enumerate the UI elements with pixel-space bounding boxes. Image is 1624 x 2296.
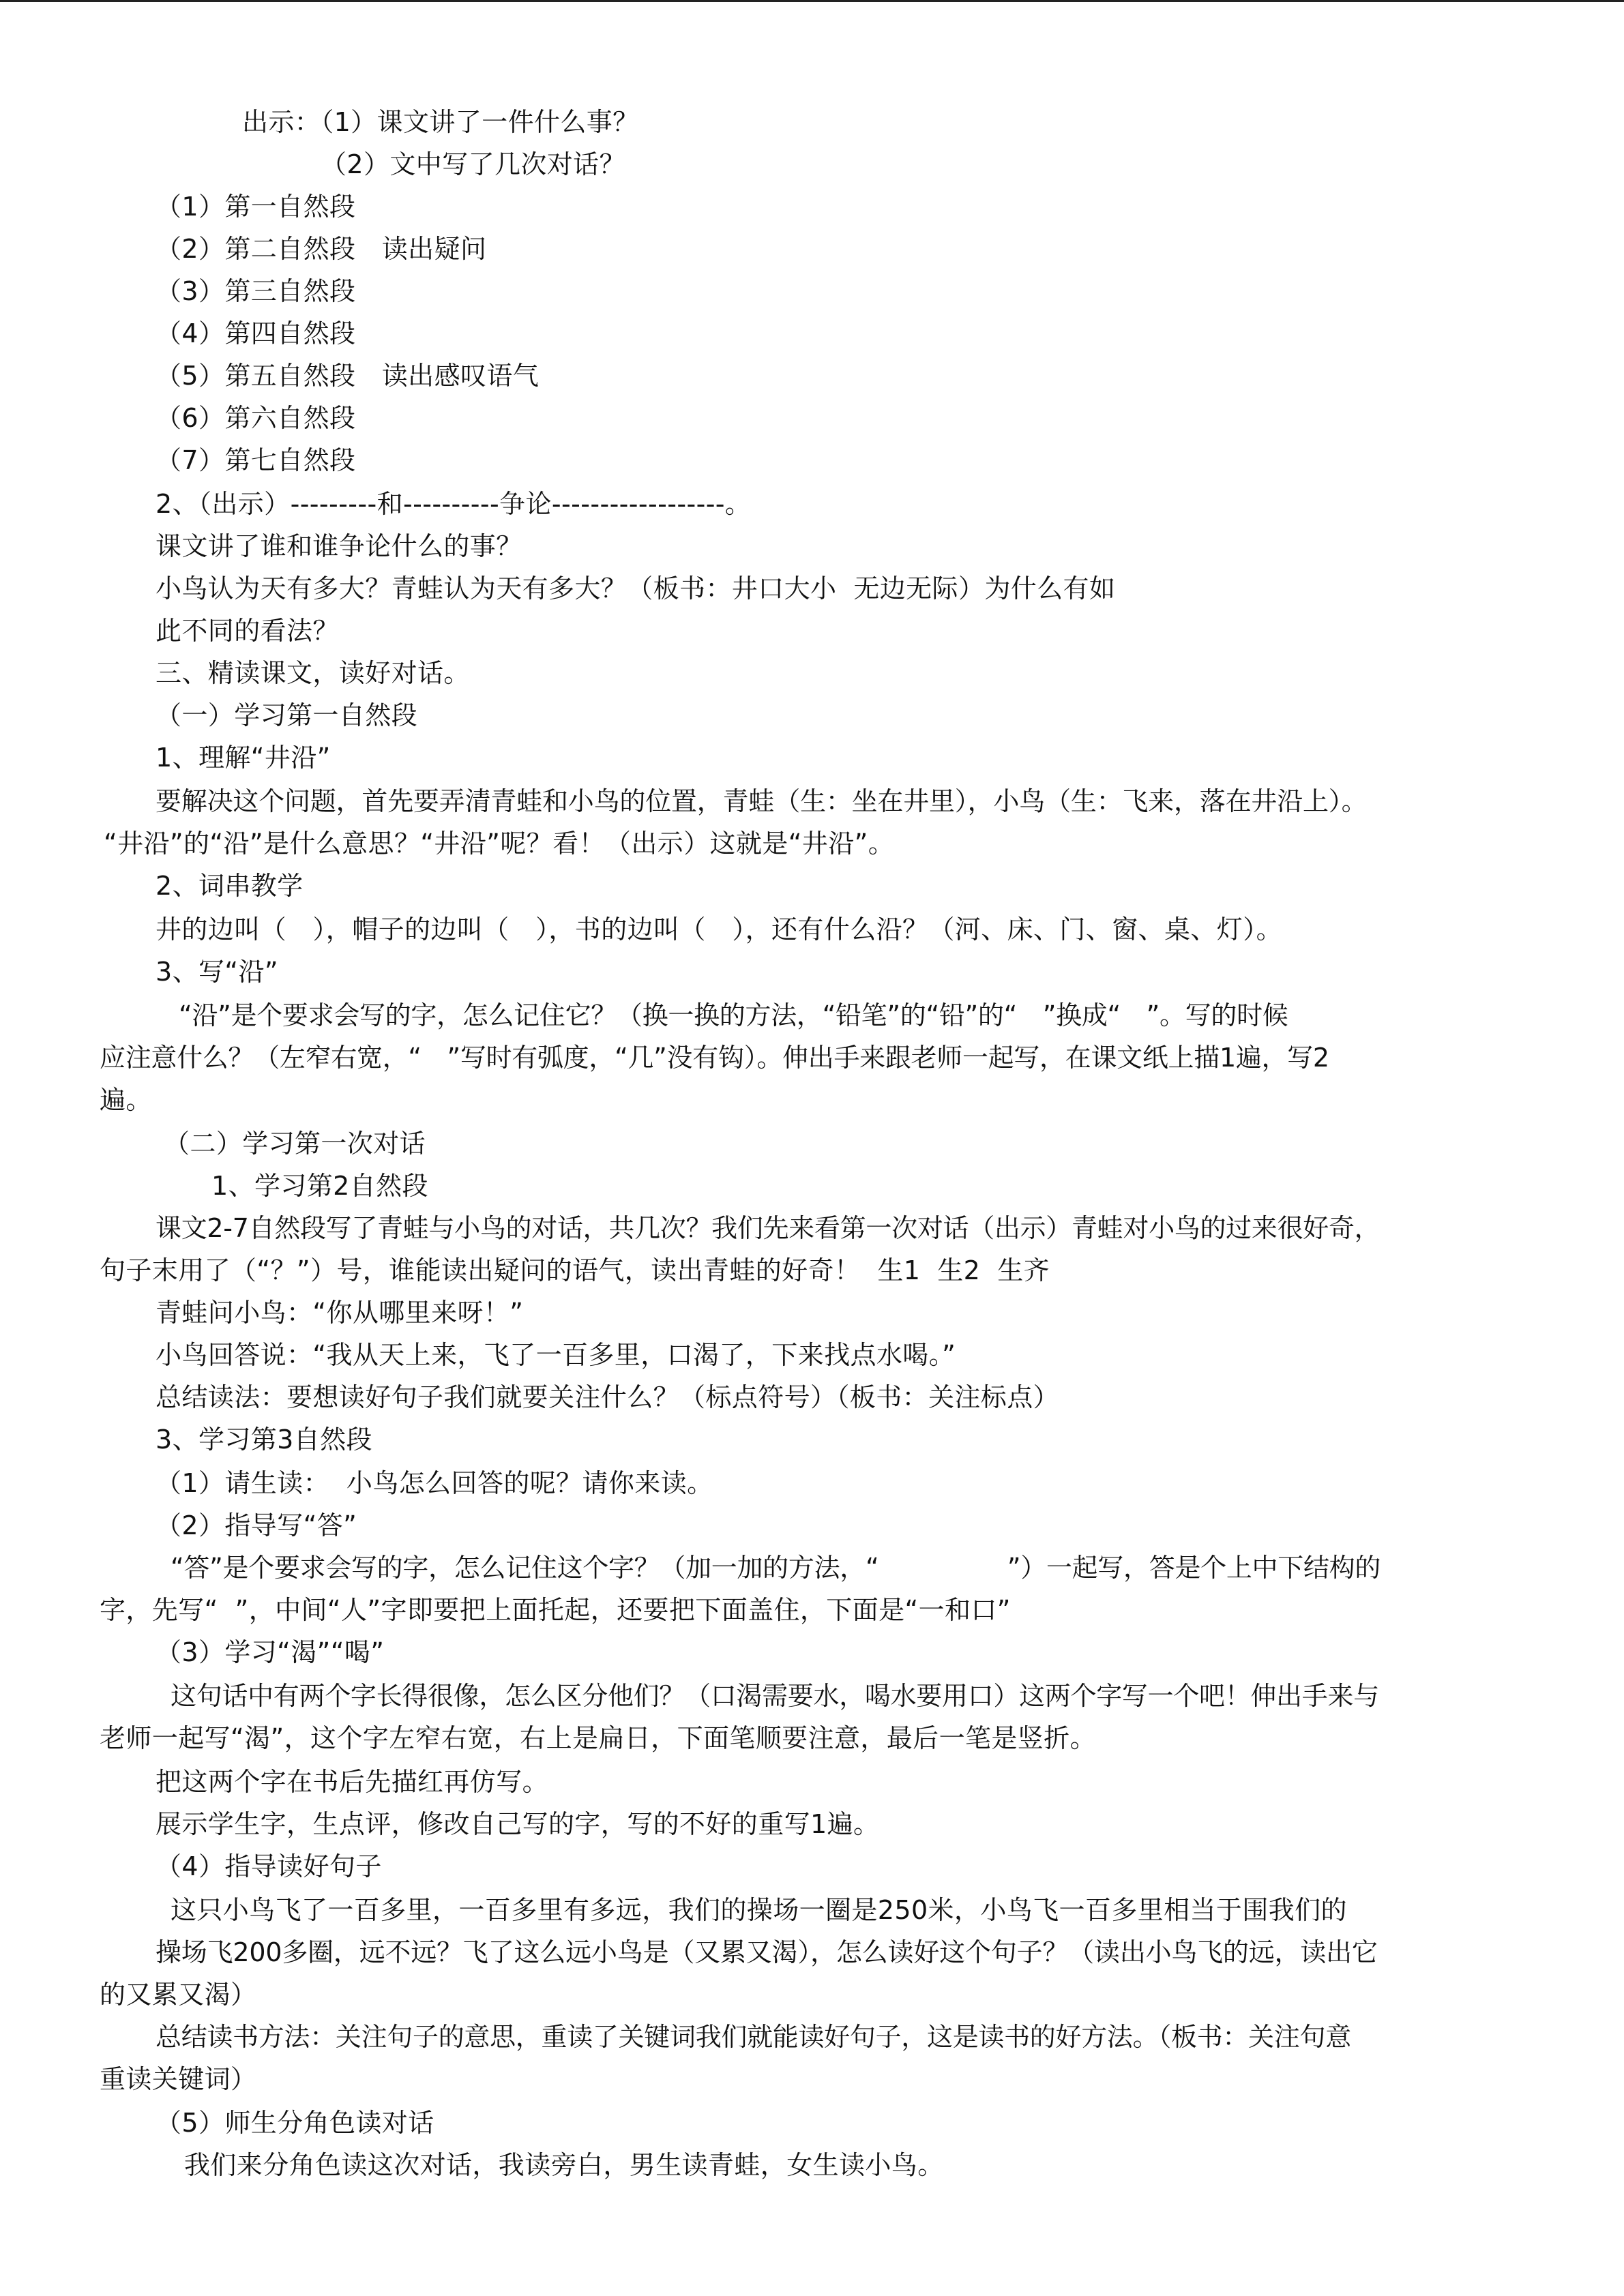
text-line: （4）指导读好句子 (156, 1851, 382, 1881)
text-line: 要解决这个问题，首先要弄清青蛙和小鸟的位置，青蛙（生：坐在井里），小鸟（生：飞来，落在井沿上）。 (156, 786, 1368, 816)
text-line: 总结读书方法：关注句子的意思，重读了关键词我们就能读好句子，这是读书的好方法。（板书：关注句意 (156, 2022, 1351, 2052)
text-line: 课文讲了谁和谁争论什么的事？ (156, 531, 522, 561)
text-line: “沿”是个要求会写的字，怎么记住它？（换一换的方法，“铅笔”的“铅”的“ ”换成“ ”。写的时候 (179, 1000, 1288, 1030)
text-line: 青蛙问小鸟：“你从哪里来呀！” (156, 1298, 524, 1328)
text-line: 课文2-7自然段写了青蛙与小鸟的对话，共几次？我们先来看第一次对话（出示）青蛙对小鸟的过来很好奇， (156, 1213, 1381, 1243)
text-line: 遍。 (100, 1085, 152, 1115)
text-line: “答”是个要求会写的字，怎么记住这个字？（加一加的方法，“ ”）一起写，答是个上中下结构的 (171, 1553, 1381, 1583)
paragraph-item-7: （7）第七自然段 (156, 445, 356, 475)
prompt-question-2: （2）文中写了几次对话？ (321, 149, 625, 179)
paragraph-item-6: （6）第六自然段 (156, 403, 356, 433)
subsection-heading: （二）学习第一次对话 (164, 1129, 426, 1159)
text-line: （2）指导写“答” (156, 1510, 357, 1540)
text-line: 2、（出示）---------和----------争论------------------。 (156, 489, 752, 519)
paragraph-item-3: （3）第三自然段 (156, 276, 356, 306)
text-line: 字，先写“ ”，中间“人”字即要把上面托起，还要把下面盖住，下面是“一和口” (100, 1595, 1011, 1625)
text-line: 1、学习第2自然段 (211, 1171, 428, 1201)
text-line: （5）师生分角色读对话 (156, 2108, 434, 2138)
text-line: 小鸟回答说：“我从天上来，飞了一百多里，口渴了，下来找点水喝。” (156, 1340, 956, 1370)
text-line: 应注意什么？（左窄右宽，“ ”写时有弧度，“几”没有钩）。伸出手来跟老师一起写，在课文纸上描1遍，写2 (100, 1043, 1329, 1073)
text-line: 小鸟认为天有多大？青蛙认为天有多大？（板书：井口大小 无边无际）为什么有如 (156, 573, 1116, 603)
text-line: 我们来分角色读这次对话，我读旁白，男生读青蛙，女生读小鸟。 (184, 2150, 944, 2180)
text-line: 把这两个字在书后先描红再仿写。 (156, 1767, 549, 1797)
paragraph-item-1: （1）第一自然段 (156, 192, 356, 222)
text-line: 这只小鸟飞了一百多里，一百多里有多远，我们的操场一圈是250米，小鸟飞一百多里相当于围我们的 (171, 1895, 1347, 1925)
text-line: “井沿”的“沿”是什么意思？“井沿”呢？看！（出示）这就是“井沿”。 (104, 829, 895, 859)
text-line: 3、学习第3自然段 (156, 1425, 372, 1455)
paragraph-item-4: （4）第四自然段 (156, 318, 356, 348)
text-line: （1）请生读： 小鸟怎么回答的呢？请你来读。 (156, 1468, 713, 1498)
text-line: 1、理解“井沿” (156, 743, 331, 773)
text-line: 老师一起写“渴”，这个字左窄右宽，右上是扁日，下面笔顺要注意，最后一笔是竖折。 (100, 1723, 1096, 1753)
text-line: 的又累又渴） (100, 1980, 257, 2010)
text-line: 此不同的看法？ (156, 616, 339, 646)
text-line: 展示学生字，生点评，修改自己写的字，写的不好的重写1遍。 (156, 1809, 880, 1839)
text-line: 总结读法：要想读好句子我们就要关注什么？（标点符号）（板书：关注标点） (156, 1382, 1060, 1412)
text-line: 2、词串教学 (156, 871, 304, 901)
paragraph-item-5: （5）第五自然段 读出感叹语气 (156, 361, 540, 391)
text-line: 3、写“沿” (156, 957, 278, 987)
text-line: 井的边叫（ ），帽子的边叫（ ），书的边叫（ ），还有什么沿？（河、床、门、窗、桌、灯）。 (156, 914, 1283, 944)
section-heading: 三、精读课文，读好对话。 (156, 658, 470, 688)
text-line: 句子末用了（“？”）号，谁能读出疑问的语气，读出青蛙的好奇！ 生1 生2 生齐 (100, 1255, 1050, 1285)
subsection-heading: （一）学习第一自然段 (156, 700, 418, 730)
paragraph-item-2: （2）第二自然段 读出疑问 (156, 234, 487, 264)
text-line: （3）学习“渴”“喝” (156, 1637, 385, 1667)
text-line: 重读关键词） (100, 2064, 257, 2094)
text-line: 这句话中有两个字长得很像，怎么区分他们？（口渴需要水，喝水要用口）这两个字写一个吧！伸出手来与 (171, 1681, 1379, 1711)
text-line: 操场飞200多圈，远不远？飞了这么远小鸟是（又累又渴），怎么读好这个句子？（读出小鸟飞的远，读出它 (156, 1937, 1378, 1967)
prompt-question-1: 出示：（1）课文讲了一件什么事？ (242, 107, 639, 137)
